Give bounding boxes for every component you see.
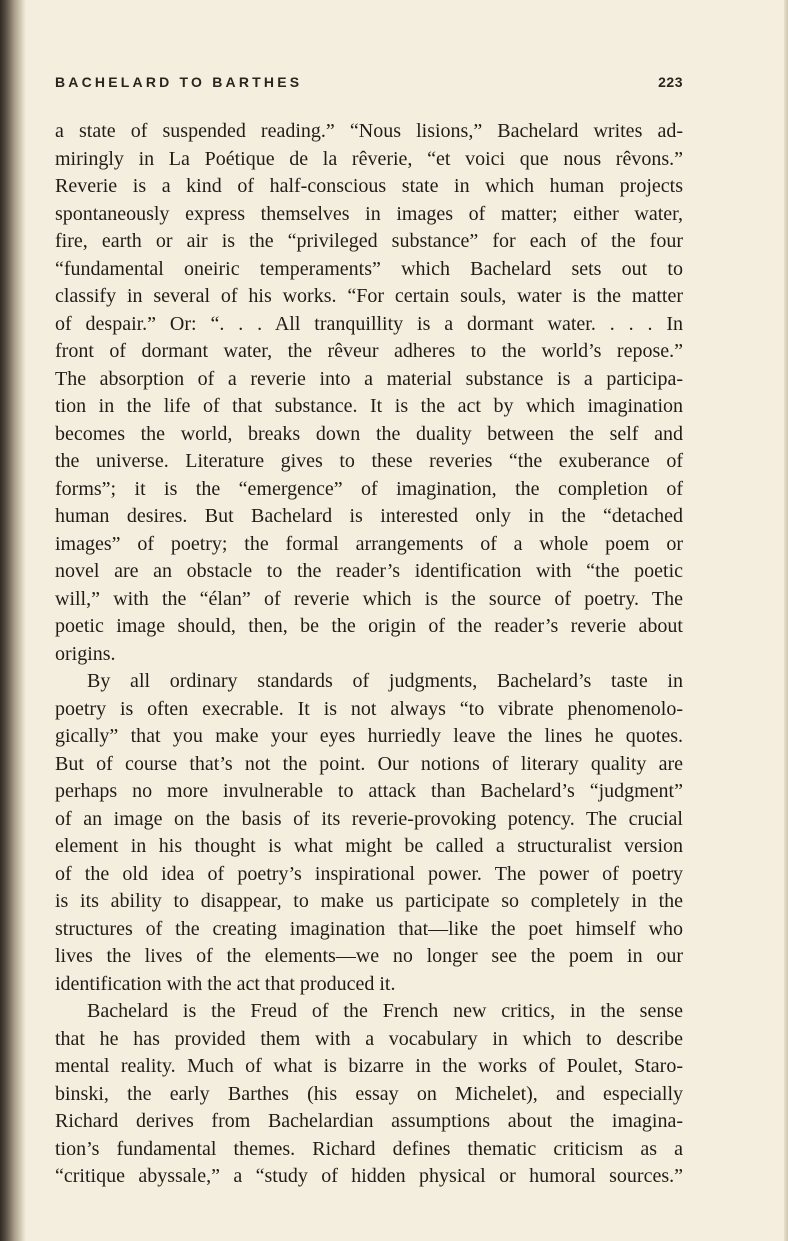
page-binding-gutter [0, 0, 26, 1241]
text-line: of an image on the basis of its reverie-provoking potency. The crucial [55, 807, 683, 830]
text-line: gically” that you make your eyes hurriedly leave the lines he quotes. [55, 725, 683, 747]
text-line: miringly in La Poétique de la rêverie, “et voici que nous rêvons.” [55, 147, 683, 170]
page-header [55, 74, 683, 90]
text-line: is its ability to disappear, to make us participate so completely in the [55, 890, 683, 912]
text-line: of the old idea of poetry’s inspirational power. The power of poetry [55, 862, 683, 885]
text-line: structures of the creating imagination that—like the poet himself who [55, 917, 683, 940]
text-line: But of course that’s not the point. Our notions of literary quality are [55, 752, 683, 775]
text-line: binski, the early Barthes (his essay on Michelet), and especially [55, 1082, 683, 1105]
text-line: “critique abyssale,” a “study of hidden physical or humoral sources.” [55, 1165, 683, 1187]
text-line: lives the lives of the elements—we no longer see the poem in our [55, 945, 683, 967]
text-line: poetic image should, then, be the origin of the reader’s reverie about [55, 615, 683, 637]
text-line: poetry is often execrable. It is not always “to vibrate phenomenolo- [55, 697, 683, 720]
text-line: the universe. Literature gives to these reveries “the exuberance of [55, 450, 683, 472]
text-line: a state of suspended reading.” “Nous lisions,” Bachelard writes ad- [55, 120, 683, 142]
text-line: identification with the act that produced it. [55, 972, 396, 995]
text-line: Richard derives from Bachelardian assumptions about the imagina- [55, 1110, 683, 1132]
running-head: BACHELARD TO BARTHES [55, 74, 303, 90]
page-number: 223 [658, 74, 683, 90]
text-line: Bachelard is the Freud of the French new critics, in the sense [87, 1000, 683, 1022]
text-line: spontaneously express themselves in images of matter; either water, [55, 202, 683, 225]
text-line: mental reality. Much of what is bizarre in the works of Poulet, Staro- [55, 1055, 683, 1077]
text-line: novel are an obstacle to the reader’s identification with “the poetic [55, 560, 683, 582]
text-line: of despair.” Or: “. . . All tranquillity is a dormant water. . . . In [55, 312, 683, 335]
text-line: forms”; it is the “emergence” of imagination, the completion of [55, 477, 683, 500]
text-line: The absorption of a reverie into a material substance is a participa- [55, 367, 683, 390]
text-line: that he has provided them with a vocabulary in which to describe [55, 1027, 683, 1050]
text-line: By all ordinary standards of judgments, Bachelard’s taste in [87, 670, 683, 692]
text-line: fire, earth or air is the “privileged substance” for each of the four [55, 230, 683, 252]
text-line: element in his thought is what might be called a structuralist version [55, 835, 683, 857]
text-line: classify in several of his works. “For certain souls, water is the matter [55, 285, 683, 307]
text-line: images” of poetry; the formal arrangements of a whole poem or [55, 532, 683, 555]
text-line: human desires. But Bachelard is interested only in the “detached [55, 505, 683, 527]
text-line: front of dormant water, the rêveur adheres to the world’s repose.” [55, 340, 683, 362]
text-line: origins. [55, 642, 116, 665]
text-line: perhaps no more invulnerable to attack than Bachelard’s “judgment” [55, 780, 683, 802]
text-line: tion’s fundamental themes. Richard defines thematic criticism as a [55, 1137, 683, 1160]
text-line: will,” with the “élan” of reverie which is the source of poetry. The [55, 587, 683, 610]
body-text [55, 118, 683, 1191]
text-line: Reverie is a kind of half-conscious state in which human projects [55, 175, 683, 197]
page-edge [784, 0, 788, 1241]
text-line: “fundamental oneiric temperaments” which Bachelard sets out to [55, 257, 683, 280]
text-line: becomes the world, breaks down the duality between the self and [55, 422, 683, 445]
text-line: tion in the life of that substance. It is the act by which imagination [55, 395, 683, 417]
